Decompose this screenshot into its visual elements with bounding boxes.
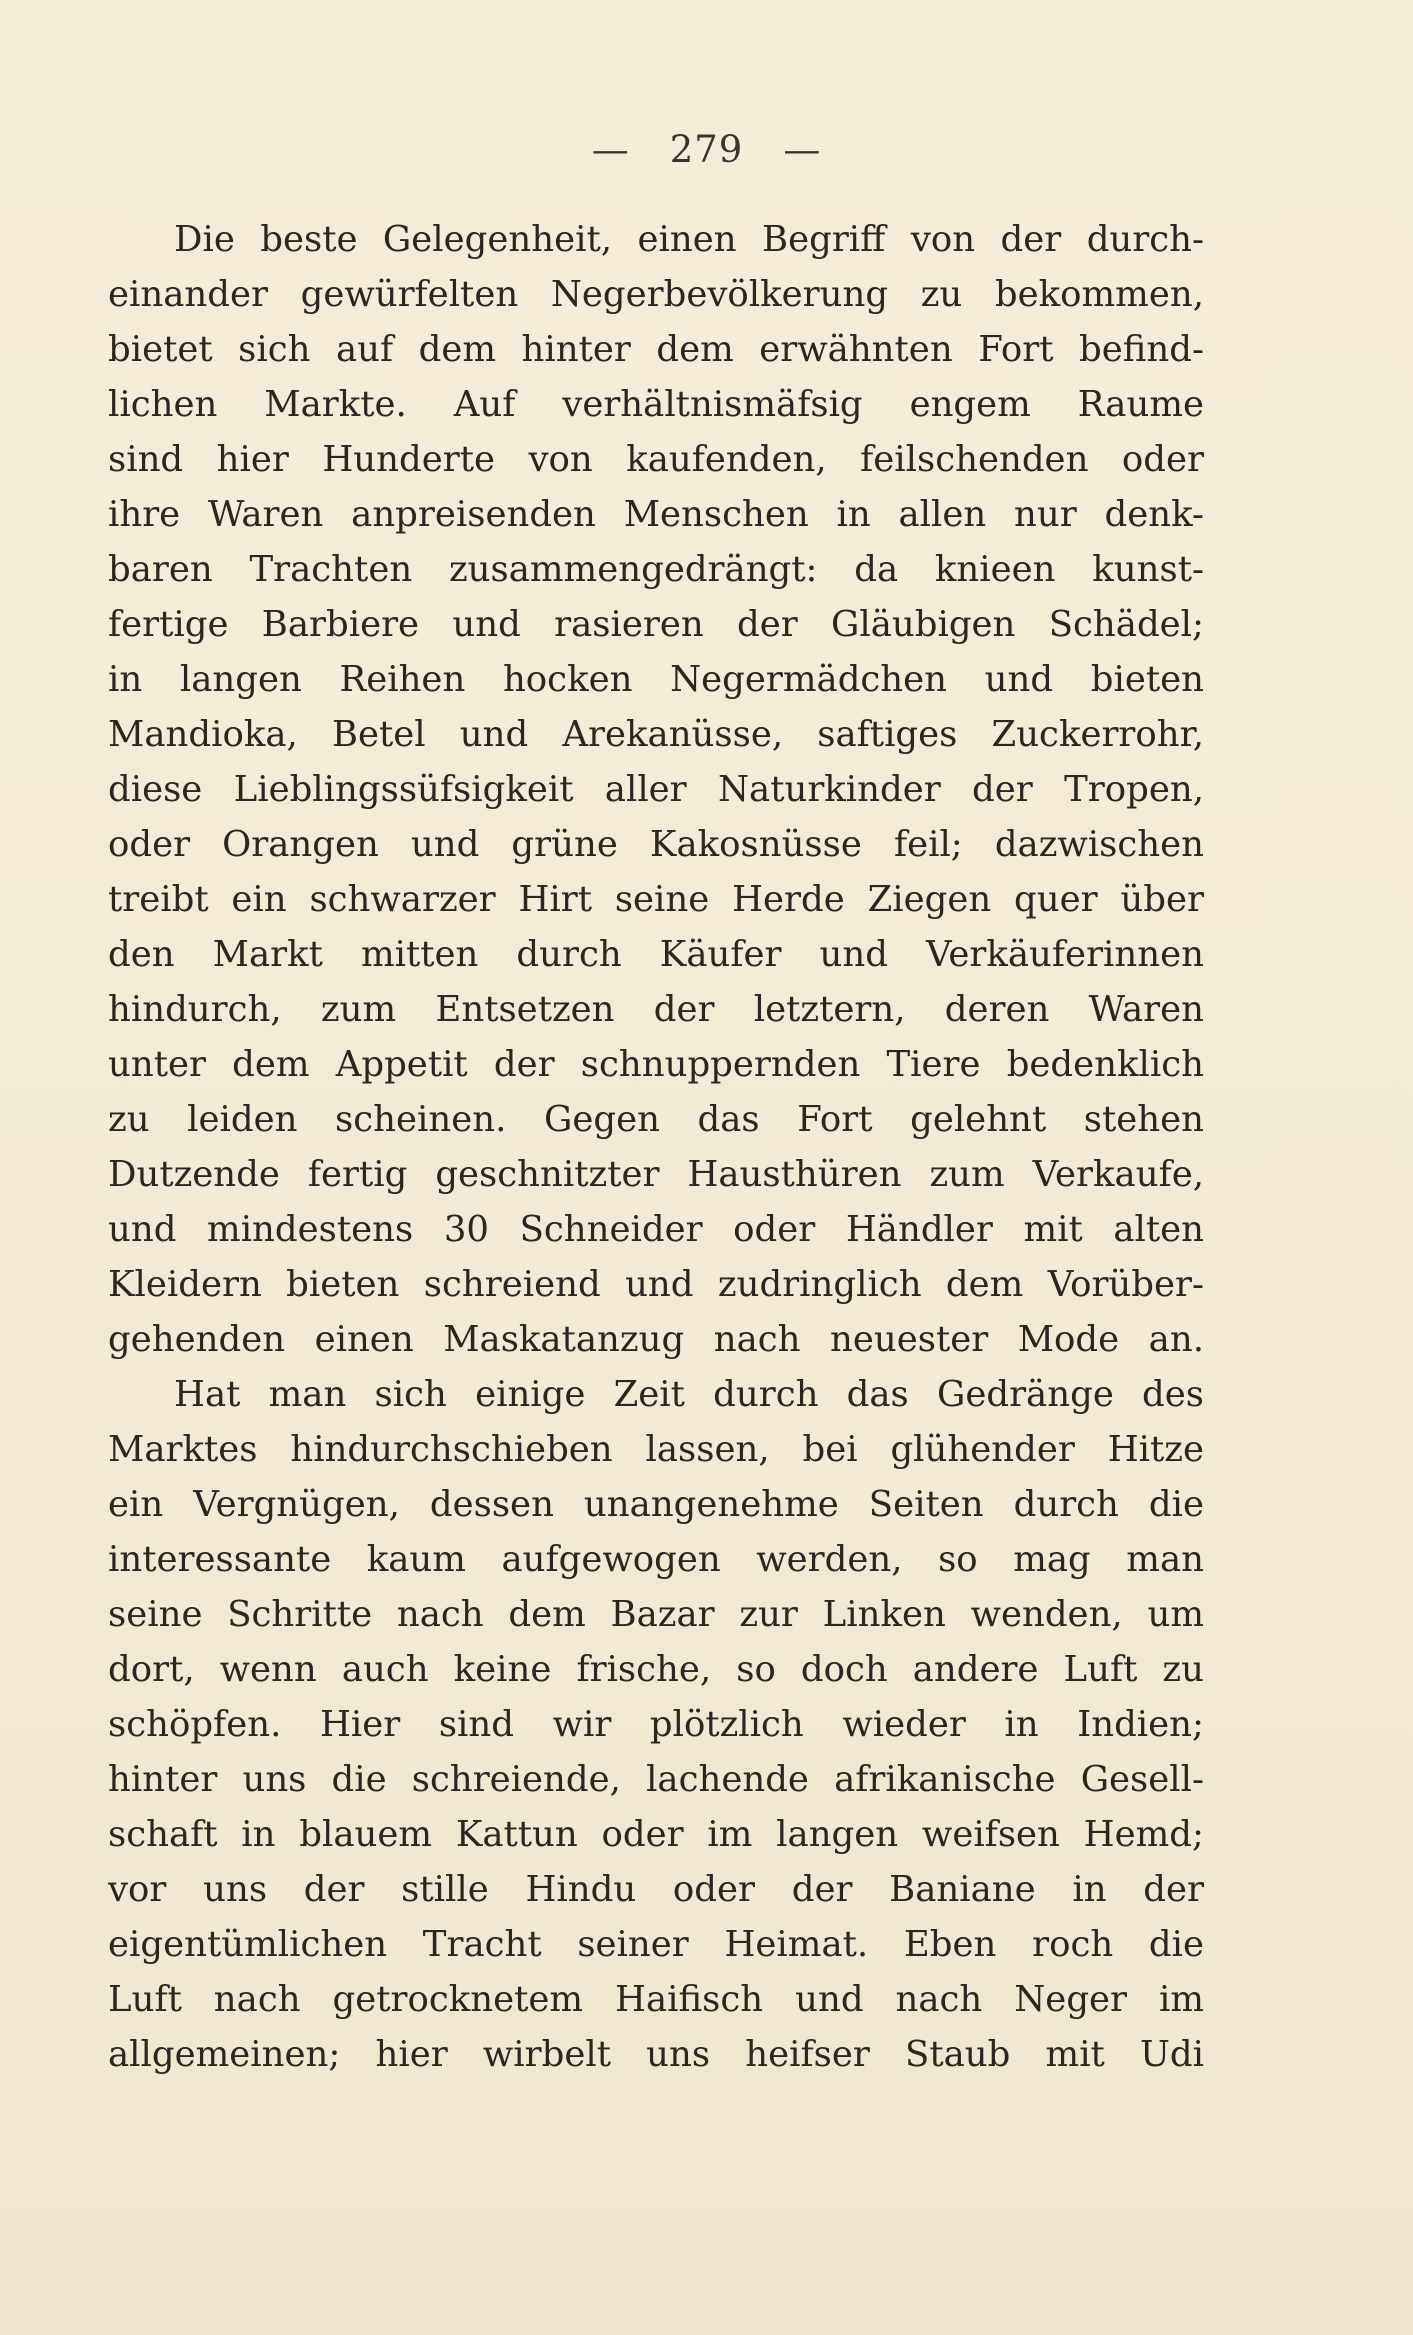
- text-line: einander gewürfelten Negerbevölkerung zu bekommen,: [108, 274, 1204, 315]
- text-line: interessante kaum aufgewogen werden, so mag man: [108, 1539, 1204, 1580]
- page-header: [0, 128, 1413, 171]
- text-line: Dutzende fertig geschnitzter Hausthüren zum Verkaufe,: [108, 1154, 1204, 1195]
- text-line: hindurch, zum Entsetzen der letztern, deren Waren: [108, 989, 1204, 1030]
- text-line: seine Schritte nach dem Bazar zur Linken wenden, um: [108, 1594, 1204, 1635]
- text-line: oder Orangen und grüne Kakosnüsse feil; dazwischen: [108, 824, 1204, 865]
- text-line: Die beste Gelegenheit, einen Begriff von der durch-: [174, 219, 1204, 260]
- text-line: hinter uns die schreiende, lachende afrikanische Gesell-: [108, 1759, 1204, 1800]
- text-line: ihre Waren anpreisenden Menschen in allen nur denk-: [108, 494, 1204, 535]
- text-line: schaft in blauem Kattun oder im langen weifsen Hemd;: [108, 1814, 1204, 1855]
- text-line: treibt ein schwarzer Hirt seine Herde Ziegen quer über: [108, 879, 1204, 920]
- text-line: in langen Reihen hocken Negermädchen und bieten: [108, 659, 1204, 700]
- text-line: und mindestens 30 Schneider oder Händler mit alten: [108, 1209, 1204, 1250]
- text-line: lichen Markte. Auf verhältnismäfsig engem Raume: [108, 384, 1204, 425]
- page-number: 279: [669, 128, 744, 171]
- text-line: Luft nach getrocknetem Haifisch und nach Neger im: [108, 1979, 1204, 2020]
- text-line: zu leiden scheinen. Gegen das Fort gelehnt stehen: [108, 1099, 1204, 1140]
- text-line: diese Lieblingssüfsigkeit aller Naturkinder der Tropen,: [108, 769, 1204, 810]
- text-line: Marktes hindurchschieben lassen, bei glühender Hitze: [108, 1429, 1204, 1470]
- text-line: gehenden einen Maskatanzug nach neuester Mode an.: [108, 1319, 1204, 1360]
- text-line: unter dem Appetit der schnuppernden Tiere bedenklich: [108, 1044, 1204, 1085]
- text-line: ein Vergnügen, dessen unangenehme Seiten durch die: [108, 1484, 1204, 1525]
- page-number-dash-right: —: [783, 128, 822, 171]
- body-text: [108, 212, 1204, 2082]
- text-line: baren Trachten zusammengedrängt: da knieen kunst-: [108, 549, 1204, 590]
- text-line: den Markt mitten durch Käufer und Verkäuferinnen: [108, 934, 1204, 975]
- text-line: fertige Barbiere und rasieren der Gläubigen Schädel;: [108, 604, 1204, 645]
- text-line: eigentümlichen Tracht seiner Heimat. Eben roch die: [108, 1924, 1204, 1965]
- text-line: vor uns der stille Hindu oder der Baniane in der: [108, 1869, 1204, 1910]
- text-line: Mandioka, Betel und Arekanüsse, saftiges Zuckerrohr,: [108, 714, 1204, 755]
- text-line: Kleidern bieten schreiend und zudringlich dem Vorüber-: [108, 1264, 1204, 1305]
- text-line: schöpfen. Hier sind wir plötzlich wieder in Indien;: [108, 1704, 1204, 1745]
- text-line: allgemeinen; hier wirbelt uns heifser Staub mit Udi: [108, 2034, 1204, 2075]
- text-line: dort, wenn auch keine frische, so doch andere Luft zu: [108, 1649, 1204, 1690]
- text-line: sind hier Hunderte von kaufenden, feilschenden oder: [108, 439, 1204, 480]
- text-line: Hat man sich einige Zeit durch das Gedränge des: [174, 1374, 1204, 1415]
- page-number-dash-left: —: [591, 128, 630, 171]
- text-line: bietet sich auf dem hinter dem erwähnten Fort befind-: [108, 329, 1204, 370]
